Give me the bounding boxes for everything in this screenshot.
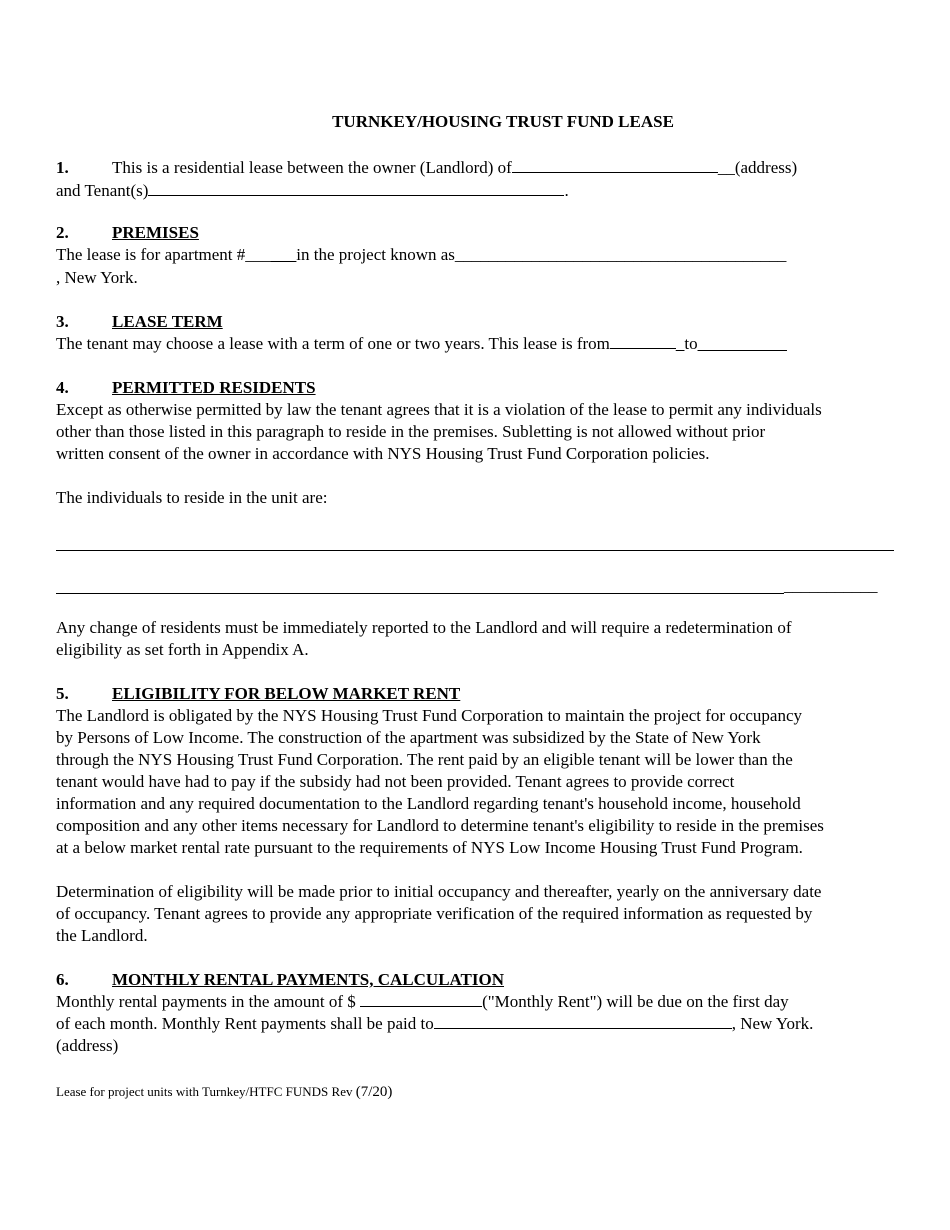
- section-2-number: 2.: [56, 223, 69, 242]
- resident-line-2-tail: ___________: [784, 576, 878, 595]
- section-3-header: [56, 311, 223, 333]
- lease-start-field[interactable]: [610, 333, 676, 349]
- section-6-line-3: (address): [56, 1036, 119, 1055]
- section-5-p1-line-4: tenant would have had to pay if the subsidy had not been provided. Tenant agrees to provide correct: [56, 772, 735, 791]
- section-1-line-2: [56, 180, 569, 202]
- section-3-heading: LEASE TERM: [112, 312, 223, 331]
- section-1-line-1: [56, 157, 797, 179]
- section-5-p1-line-7: at a below market rental rate pursuant to the requirements of NYS Low Income Housing Trust Fund Program.: [56, 838, 803, 857]
- section-1-text: This is a residential lease between the owner (Landlord) of: [112, 158, 512, 177]
- section-5-header: [56, 683, 460, 705]
- section-5-p2-line-2: of occupancy. Tenant agrees to provide any appropriate verification of the required information as requested by: [56, 904, 813, 923]
- section-5-p1-line-3: through the NYS Housing Trust Fund Corporation. The rent paid by an eligible tenant will be lower than the: [56, 750, 793, 769]
- to-label: to: [684, 334, 698, 353]
- landlord-address-field[interactable]: [512, 157, 718, 173]
- section-4-number: 4.: [56, 378, 69, 397]
- rent-amount-label: Monthly rental payments in the amount of $: [56, 992, 361, 1011]
- section-5-p1-line-5: information and any required documentation to the Landlord regarding tenant's household income, household: [56, 794, 801, 813]
- section-5-p2-line-3: the Landlord.: [56, 926, 148, 945]
- footer-text: Lease for project units with Turnkey/HTFC FUNDS Rev: [56, 1084, 356, 1099]
- section-5-number: 5.: [56, 684, 69, 703]
- section-6-line-1: [56, 991, 789, 1013]
- section-4-p3-line-2: eligibility as set forth in Appendix A.: [56, 640, 309, 659]
- section-2-line-1: [56, 244, 786, 266]
- section-3-number: 3.: [56, 312, 69, 331]
- section-6-line-2: [56, 1013, 813, 1035]
- section-5-p1-line-2: by Persons of Low Income. The construction of the apartment was subsidized by the State of New York: [56, 728, 761, 747]
- monthly-rent-field[interactable]: [360, 991, 482, 1007]
- section-4-p1-line-3: written consent of the owner in accordance with NYS Housing Trust Fund Corporation policies.: [56, 444, 710, 463]
- section-5-p1-line-6: composition and any other items necessary for Landlord to determine tenant's eligibility to reside in the premises: [56, 816, 824, 835]
- document-title: TURNKEY/HOUSING TRUST FUND LEASE: [332, 112, 674, 131]
- section-4-heading: PERMITTED RESIDENTS: [112, 378, 316, 397]
- section-3-line-1: [56, 333, 787, 355]
- section-5-heading: ELIGIBILITY FOR BELOW MARKET RENT: [112, 684, 461, 703]
- residents-intro: The individuals to reside in the unit are:: [56, 488, 328, 507]
- section-4-p1-line-2: other than those listed in this paragraph to reside in the premises. Subletting is not allowed without prior: [56, 422, 766, 441]
- section-6-header: [56, 969, 504, 991]
- lease-term-text: The tenant may choose a lease with a term of one or two years. This lease is from: [56, 334, 610, 353]
- footer-revision: (7/20): [355, 1084, 393, 1100]
- section-6-heading: MONTHLY RENTAL PAYMENTS, CALCULATION: [112, 970, 505, 989]
- section-5-p2-line-1: Determination of eligibility will be made prior to initial occupancy and thereafter, yearly on the anniversary date: [56, 882, 822, 901]
- footer: [56, 1084, 392, 1101]
- payment-address-label: of each month. Monthly Rent payments shall be paid to: [56, 1014, 434, 1033]
- resident-line-2[interactable]: [56, 593, 784, 594]
- section-2-heading: PREMISES: [112, 223, 199, 242]
- lease-start-tail: _: [675, 334, 685, 353]
- section-2-header: [56, 222, 199, 244]
- apartment-number-field[interactable]: ___: [270, 245, 297, 264]
- section-2-line-2: , New York.: [56, 268, 138, 287]
- resident-line-1[interactable]: [56, 550, 894, 551]
- period: .: [564, 181, 569, 200]
- lease-end-field[interactable]: ___ ______: [697, 334, 787, 353]
- new-york-label: , New York.: [731, 1014, 814, 1033]
- section-6-number: 6.: [56, 970, 69, 989]
- tenant-label: and Tenant(s): [56, 181, 149, 200]
- address-label: __(address): [717, 158, 798, 177]
- section-4-header: [56, 377, 316, 399]
- section-4-p3-line-1: Any change of residents must be immediately reported to the Landlord and will require a redetermination of: [56, 618, 792, 637]
- project-label: in the project known as_______________________________________: [296, 245, 787, 264]
- apartment-label: The lease is for apartment #___: [56, 245, 271, 264]
- payment-address-field[interactable]: [434, 1013, 732, 1029]
- tenant-name-field[interactable]: [148, 180, 564, 196]
- monthly-rent-text: ("Monthly Rent") will be due on the first day: [482, 992, 789, 1011]
- section-4-p1-line-1: Except as otherwise permitted by law the tenant agrees that it is a violation of the lease to permit any individuals: [56, 400, 822, 419]
- section-5-p1-line-1: The Landlord is obligated by the NYS Housing Trust Fund Corporation to maintain the project for occupancy: [56, 706, 802, 725]
- section-1-number: 1.: [56, 158, 69, 177]
